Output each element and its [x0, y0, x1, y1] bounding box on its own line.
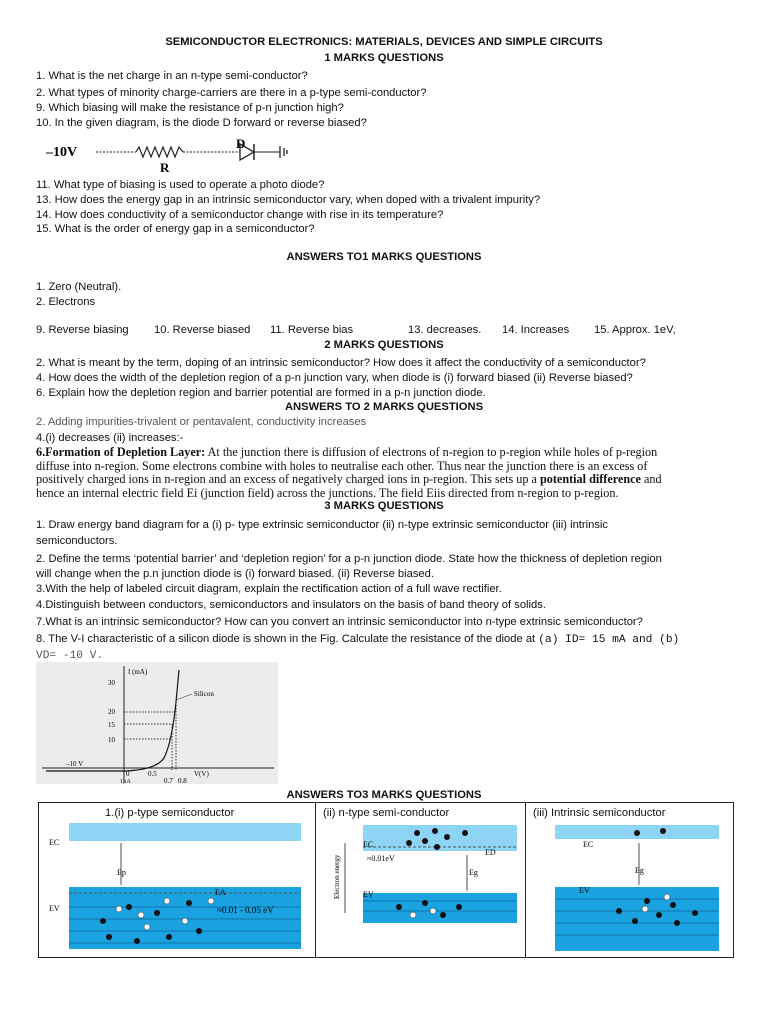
tick-label: 10 [108, 736, 115, 744]
answer-paragraph-line: positively charged ions in n-region and an excess of negatively charged ions in p-region. This sets up a potential difference and [36, 472, 662, 486]
band-label: EC [363, 840, 374, 849]
answers-three-mark-heading: ANSWERS TO3 MARKS QUESTIONS [286, 789, 482, 801]
page-title: SEMICONDUCTOR ELECTRONICS: MATERIALS, DEVICES AND SIMPLE CIRCUITS [165, 36, 603, 48]
tick-label: 0.5 [148, 770, 157, 778]
two-mark-heading: 2 MARKS QUESTIONS [324, 339, 444, 351]
question: 8. The V-I characteristic of a silicon diode is shown in the Fig. Calculate the resistance of the diode at (a) ID= 15 mA and (b) [36, 633, 680, 646]
p-type-cell [39, 803, 316, 957]
band-label: EV [579, 886, 590, 895]
question: 2. Define the terms ‘potential barrier’ and ‘depletion region’ for a p-n junction diode. State how the thickness of depletion region [36, 553, 662, 565]
circuit-voltage-label: –10V [46, 145, 78, 160]
band-diagram-table [38, 802, 734, 958]
energy-gap-label: ≈0.01eV [367, 854, 395, 863]
band-label: EC [583, 840, 594, 849]
question: 2. What types of minority charge-carriers are there in a p-type semi-conductor? [36, 87, 427, 99]
cell-title: 1.(i) p-type semiconductor [105, 807, 235, 819]
answer: 1. Zero (Neutral). [36, 281, 122, 293]
question: 15. What is the order of energy gap in a semiconductor? [36, 223, 315, 235]
question: 3.With the help of labeled circuit diagram, explain the rectification action of a full wave rectifier. [36, 583, 502, 595]
answer: 14. Increases [502, 324, 570, 336]
tick-label: 0.7 [164, 777, 173, 784]
answer: 15. Approx. 1eV, [594, 324, 676, 336]
curve-label: Silicon [194, 690, 214, 698]
band-label: Ep [117, 868, 126, 877]
microamp-label: 1µA [120, 779, 131, 784]
cell-title: (ii) n-type semi-conductor [323, 807, 450, 819]
resistor-symbol [136, 147, 183, 157]
tick-label: 30 [108, 679, 115, 687]
question: 4.Distinguish between conductors, semiconductors and insulators on the basis of band theory of solids. [36, 599, 546, 611]
diode-label: D [236, 138, 246, 151]
answer: 2. Electrons [36, 296, 96, 308]
answer-paragraph-line: 6.Formation of Depletion Layer: At the junction there is diffusion of electrons of n-region to p-region while holes of p-region [36, 445, 658, 459]
tick-label: 15 [108, 721, 115, 729]
origin-label: 0 [126, 770, 130, 778]
band-label: EA [215, 888, 226, 897]
answer: 10. Reverse biased [154, 324, 251, 336]
answer: 4.(i) decreases (ii) increases:- [36, 432, 184, 444]
diode-circuit-diagram [40, 138, 310, 178]
x-axis-label: V(V) [194, 770, 209, 778]
question: 10. In the given diagram, is the diode D forward or reverse biased? [36, 117, 367, 129]
answer: 2. Adding impurities-trivalent or pentavalent, conductivity increases [36, 416, 367, 428]
three-mark-heading: 3 MARKS QUESTIONS [324, 500, 444, 512]
question: 1. Draw energy band diagram for a (i) p- type extrinsic semiconductor (ii) n-type extrinsic semiconductor (iii) intrinsic [36, 519, 609, 531]
band-label: EC [49, 838, 60, 847]
question: 2. What is meant by the term, doping of an intrinsic semiconductor? How does it affect the conductivity of a semiconductor? [36, 357, 646, 369]
cell-title: (iii) Intrinsic semiconductor [533, 807, 666, 819]
one-mark-heading: 1 MARKS QUESTIONS [324, 52, 444, 64]
question: 11. What type of biasing is used to operate a photo diode? [36, 179, 325, 191]
n-type-cell [317, 803, 526, 957]
intrinsic-cell [527, 803, 732, 957]
question: 1. What is the net charge in an n-type semi-conductor? [36, 70, 308, 82]
answer-paragraph-line: hence an internal electric field Ei (junction field) across the junctions. The field Eiis directed from n-region to p-region. [36, 486, 619, 500]
answer: 9. Reverse biasing [36, 324, 129, 336]
question: VD= -10 V. [36, 650, 104, 662]
question: will change when the p.n junction diode is (i) forward biased. (ii) Reverse biased. [36, 568, 434, 580]
answer-paragraph-line: diffuse into n-region. Some electrons combine with holes to neutralise each other. Thus near the junction there is an excess of [36, 459, 648, 473]
question: 4. How does the width of the depletion region of a p-n junction vary, when diode is (i) forward biased (ii) Reverse biased? [36, 372, 633, 384]
band-label: EV [363, 890, 374, 899]
tick-label: 20 [108, 708, 115, 716]
question: 9. Which biasing will make the resistance of p-n junction high? [36, 102, 344, 114]
energy-gap-label: ≈0.01 - 0.05 eV [217, 905, 274, 915]
answer: 13. decreases. [408, 324, 482, 336]
tick-label: 0.8 [178, 777, 187, 784]
band-label: Eg [469, 868, 478, 877]
question: 14. How does conductivity of a semiconductor change with rise in its temperature? [36, 209, 444, 221]
question: 13. How does the energy gap in an intrinsic semiconductor vary, when doped with a trivalent impurity? [36, 194, 541, 206]
axis-label: Electron energy [333, 854, 341, 899]
question: 6. Explain how the depletion region and barrier potential are formed in a p-n junction diode. [36, 387, 486, 399]
answers-two-mark-heading: ANSWERS TO 2 MARKS QUESTIONS [284, 401, 484, 413]
question: 7.What is an intrinsic semiconductor? How can you convert an intrinsic semiconductor into n-type extrinsic semiconductor? [36, 616, 643, 628]
band-label: Eg [635, 866, 644, 875]
band-label: ED [485, 848, 496, 857]
neg-voltage-label: –10 V [66, 760, 84, 768]
answers-one-mark-heading: ANSWERS TO1 MARKS QUESTIONS [286, 251, 482, 263]
question: semiconductors. [36, 535, 118, 547]
band-label: EV [49, 904, 60, 913]
y-axis-label: I (mA) [128, 668, 148, 676]
vi-characteristic-graph [36, 662, 278, 784]
answer: 11. Reverse bias [270, 324, 354, 336]
resistor-label: R [160, 160, 170, 175]
